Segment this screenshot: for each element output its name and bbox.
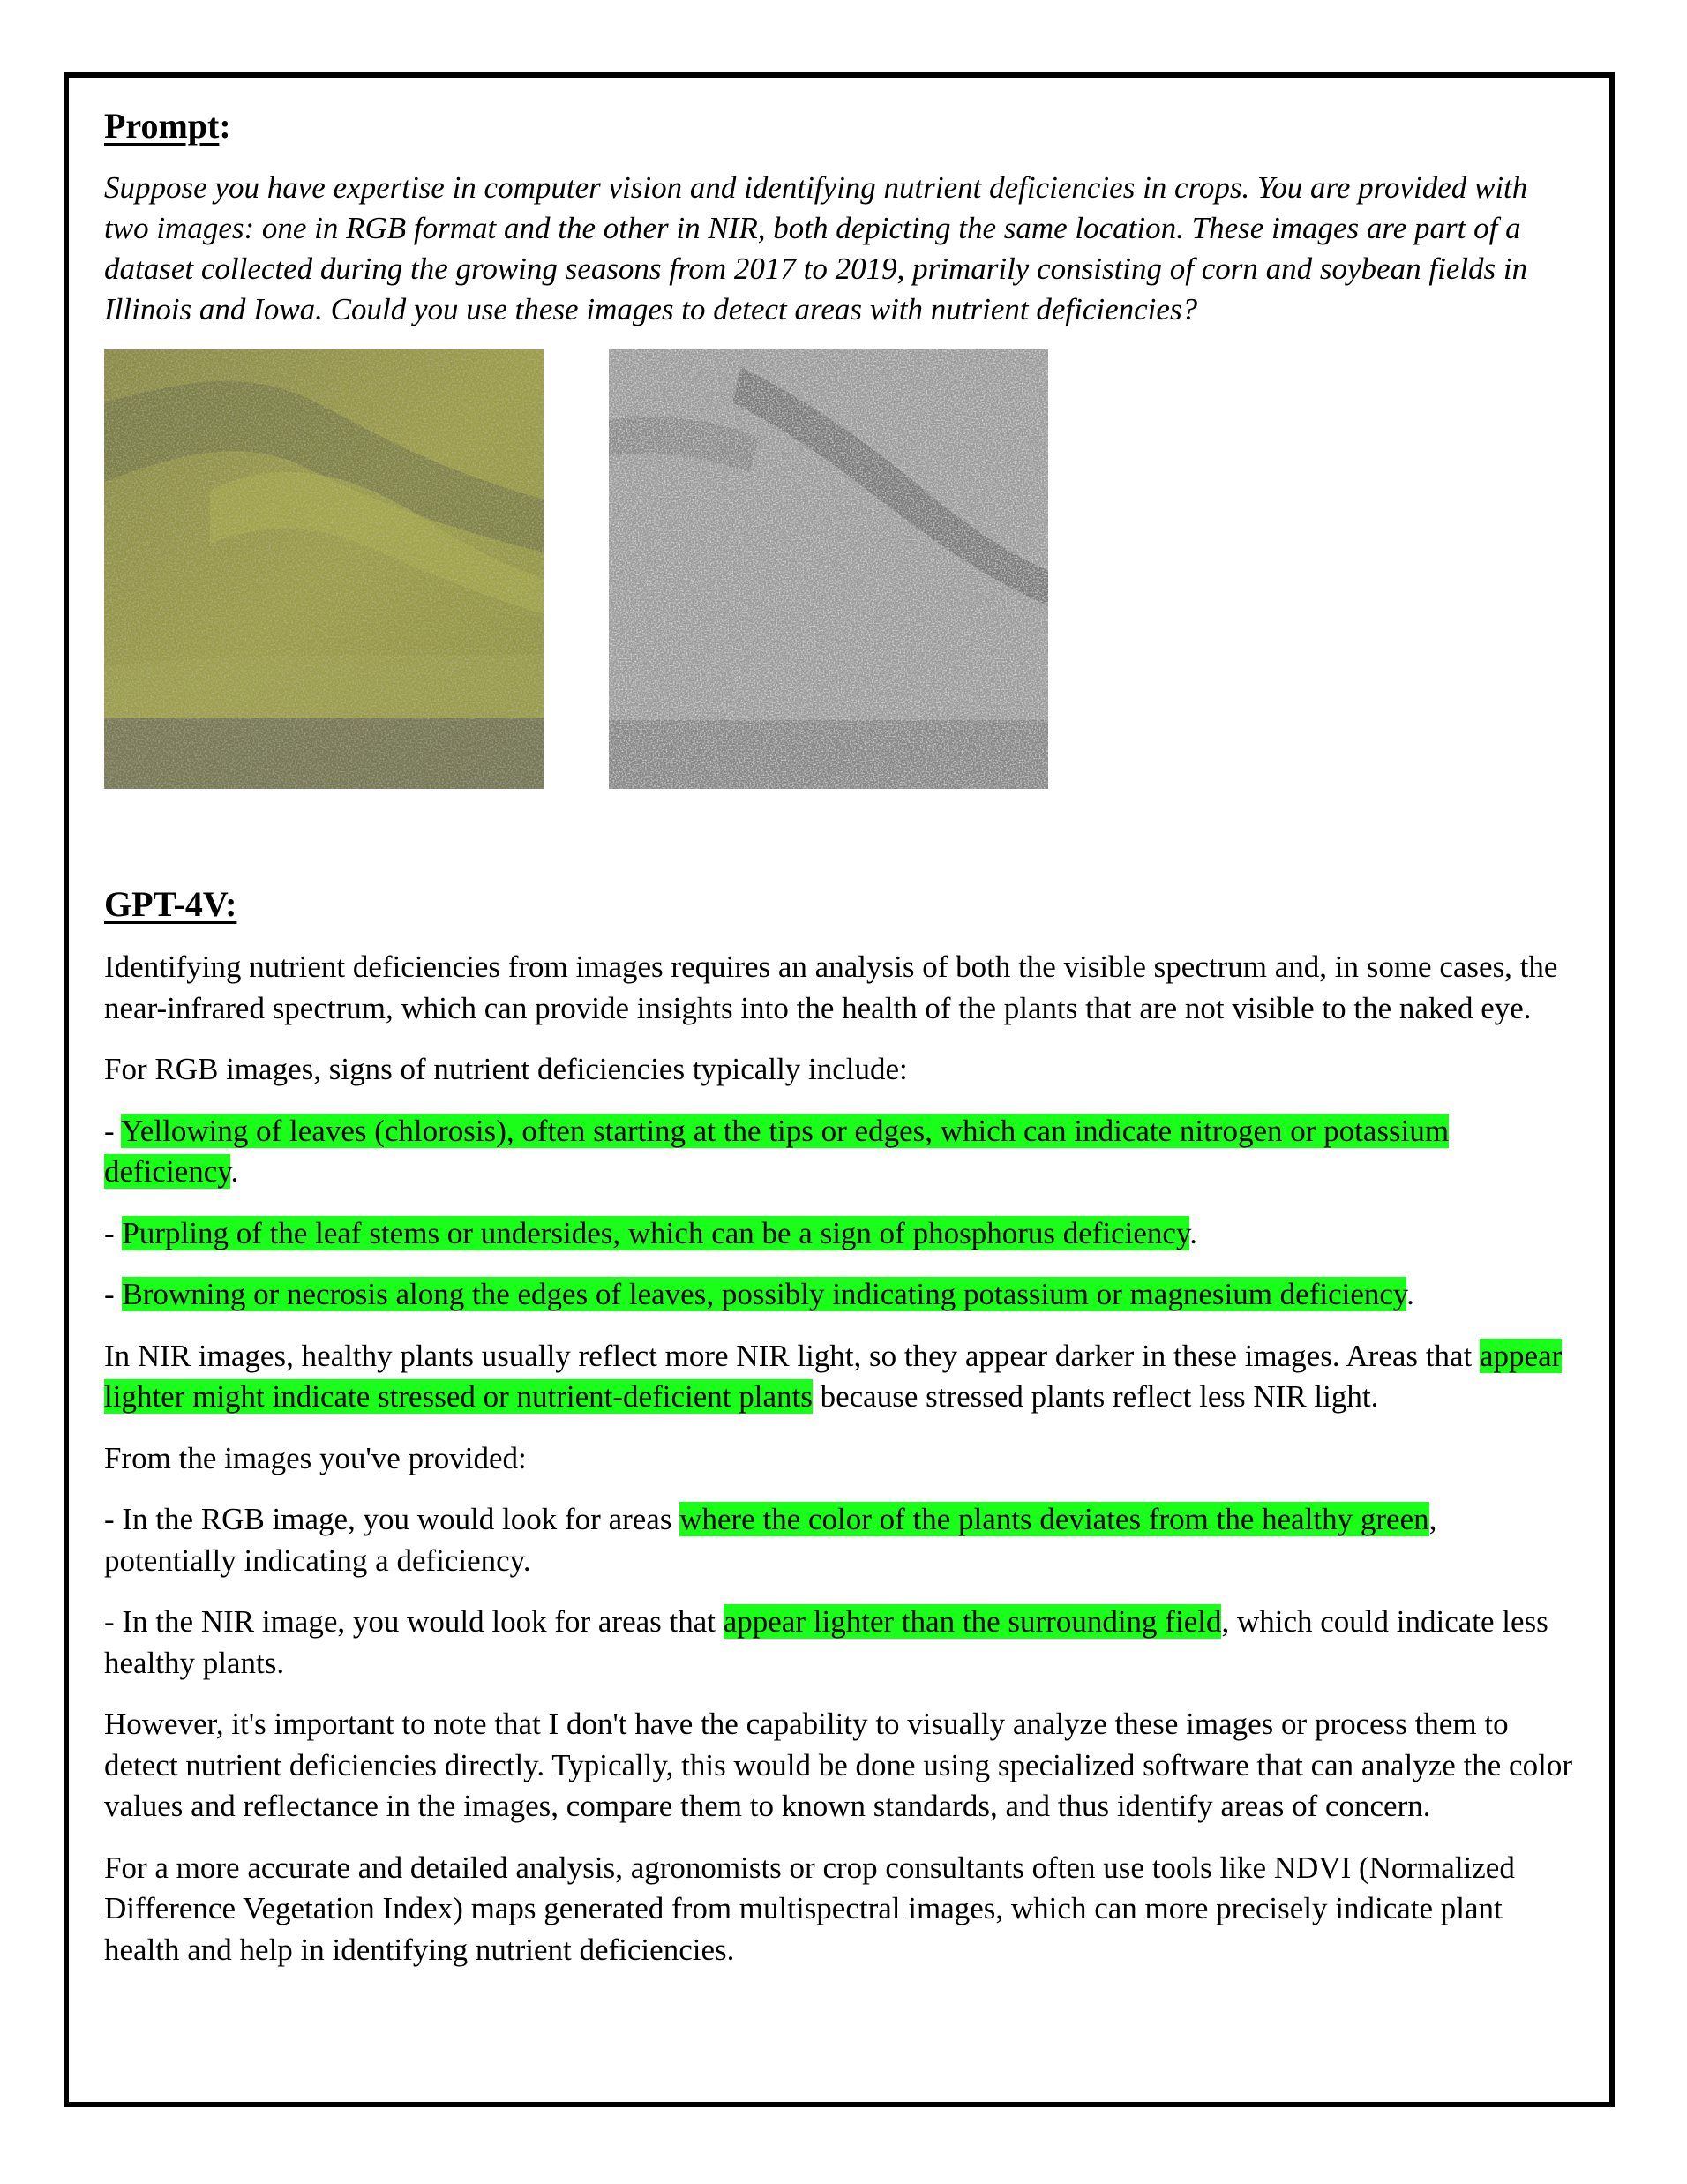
caveat-paragraph: However, it's important to note that I don't have the capability to visually analyze these images or process them to detect nutrient deficiencies directly. Typically, this would be done using specialized software that can analyze the color values and reflectance in the images, compare them to known standards, and thus identify areas of concern. [104,1707,1572,1823]
highlight: Browning or necrosis along the edges of leaves, possibly indicating potassium or magnesium deficiency [122,1277,1407,1311]
highlight: where the color of the plants deviates from the healthy green [679,1502,1429,1536]
bullet-yellowing: - Yellowing of leaves (chlorosis), often starting at the tips or edges, which can indicate nitrogen or potassium deficiency. [104,1113,1450,1189]
nir-field-image [609,349,1048,789]
rgb-look-paragraph: - In the RGB image, you would look for areas where the color of the plants deviates from the healthy green, potentially indicating a deficiency. [104,1502,1437,1578]
rgb-field-image [104,349,544,789]
nir-paragraph: In NIR images, healthy plants usually reflect more NIR light, so they appear darker in these images. Areas that appear lighter might indicate stressed or nutrient-deficient plants because stressed plants reflect less NIR light. [104,1338,1563,1414]
response-heading: GPT-4V: [104,884,237,924]
provided-intro: From the images you've provided: [104,1440,527,1475]
bullet-browning: - Browning or necrosis along the edges of leaves, possibly indicating potassium or magnesium deficiency. [104,1277,1414,1311]
rgb-signs-intro: For RGB images, signs of nutrient deficiencies typically include: [104,1052,908,1086]
response-intro: Identifying nutrient deficiencies from images requires an analysis of both the visible spectrum and, in some cases, the near-infrared spectrum, which can provide insights into the health of the plants that are not visible to the naked eye. [104,949,1558,1025]
highlight: Yellowing of leaves (chlorosis), often starting at the tips or edges, which can indicate nitrogen or potassium deficiency [104,1113,1450,1189]
highlight: Purpling of the leaf stems or undersides, which can be a sign of phosphorus deficiency [122,1215,1190,1250]
prompt-heading: Prompt: [104,106,231,146]
document-content [104,104,1576,1970]
highlight: appear lighter than the surrounding field [723,1604,1222,1639]
bullet-purpling: - Purpling of the leaf stems or undersides, which can be a sign of phosphorus deficiency. [104,1215,1197,1250]
image-pair [104,349,1576,789]
nir-look-paragraph: - In the NIR image, you would look for areas that appear lighter than the surrounding field, which could indicate less healthy plants. [104,1604,1548,1680]
highlight: appear lighter might indicate stressed or nutrient-deficient plants [104,1338,1563,1414]
closing-paragraph: For a more accurate and detailed analysis, agronomists or crop consultants often use tools like NDVI (Normalized Difference Vegetation Index) maps generated from multispectral images, which can more precisely indicate plant health and help in identifying nutrient deficiencies. [104,1850,1515,1967]
document-frame [64,72,1615,2107]
prompt-text: Suppose you have expertise in computer vision and identifying nutrient deficiencies in crops. You are provided with two images: one in RGB format and the other in NIR, both depicting the same location. These images are part of a dataset collected during the growing seasons from 2017 to 2019, primarily consisting of corn and soybean fields in Illinois and Iowa. Could you use these images to detect areas with nutrient deficiencies? [104,170,1528,326]
